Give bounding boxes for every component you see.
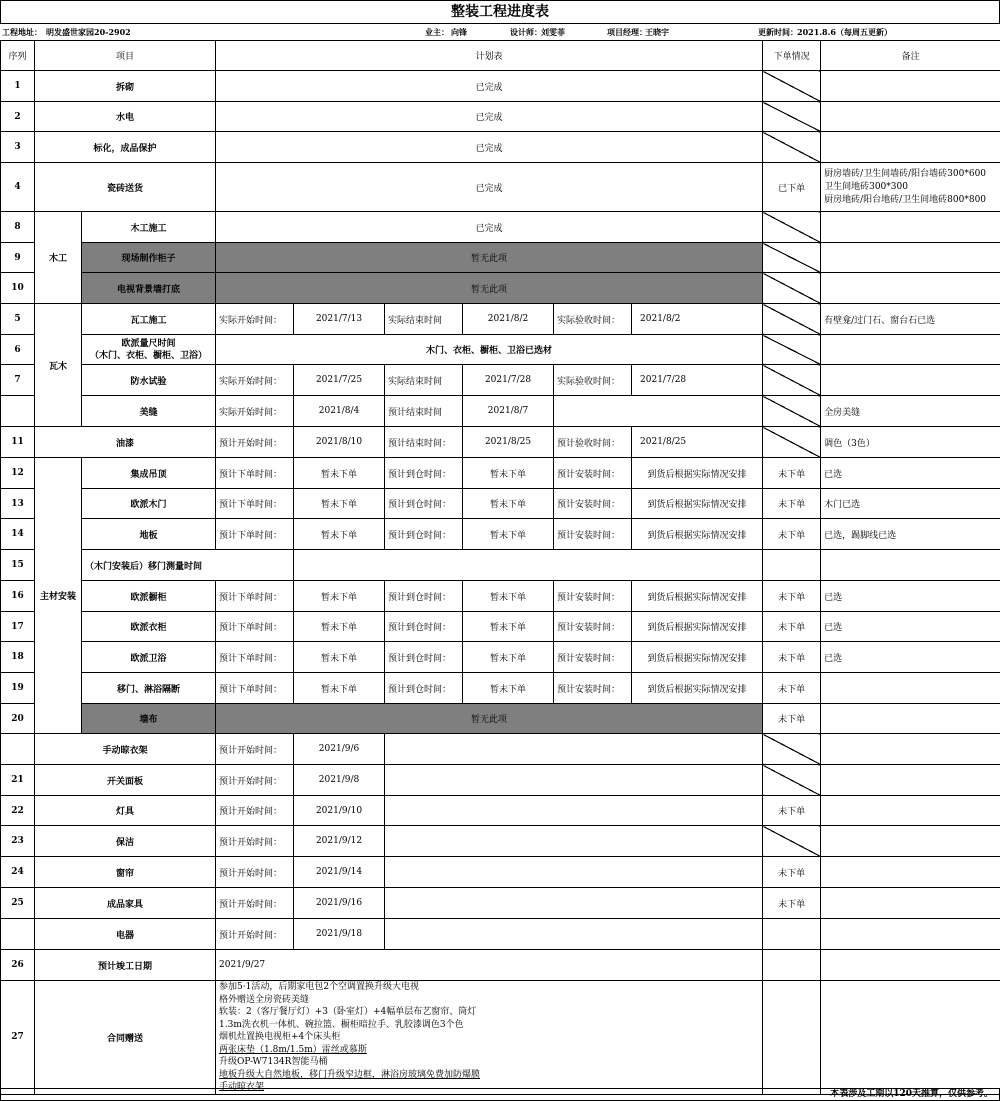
label-cell: 预计安装时间：: [554, 489, 632, 519]
seq-cell: 2: [1, 102, 35, 132]
seq-cell: 16: [1, 581, 35, 612]
remark-cell: [821, 796, 1000, 826]
label-cell: 预计安装时间：: [554, 581, 632, 612]
item-cell: 电视背景墙打底: [82, 273, 216, 304]
seq-cell: 3: [1, 132, 35, 163]
header-item: 项目: [35, 41, 216, 71]
label-cell: 预计下单时间：: [216, 489, 294, 519]
order-cell: 未下单: [763, 519, 821, 550]
seq-cell: 6: [1, 335, 35, 365]
seq-cell: 15: [1, 550, 35, 581]
label-cell: 预计下单时间：: [216, 458, 294, 489]
date-cell: 暂未下单: [463, 458, 554, 489]
empty-cell: [385, 826, 763, 857]
remark-line: 厨房地砖/阳台地砖/卫生间地砖800*800: [824, 194, 987, 205]
remark-cell: [821, 857, 1000, 888]
label-cell: 预计到仓时间：: [385, 581, 463, 612]
order-cell-empty: [763, 273, 821, 304]
item-cell: 移门、淋浴隔断: [82, 673, 216, 704]
remark-cell: 全房美缝: [821, 396, 1000, 427]
date-cell: 暂未下单: [463, 673, 554, 704]
empty-cell: [385, 857, 763, 888]
group-cell-wood: 木工: [35, 212, 82, 304]
item-cell: 墙布: [82, 704, 216, 734]
designer-label: 设计师：: [510, 27, 542, 37]
arrange-cell: 到货后根据实际情况安排: [632, 489, 763, 519]
arrange-cell: 到货后根据实际情况安排: [632, 642, 763, 673]
remark-cell: [821, 734, 1000, 765]
plan-cell: 已完成: [216, 212, 763, 243]
date-cell: 2021/8/2: [632, 304, 763, 335]
label-cell: 预计开始时间：: [216, 734, 294, 765]
table-row: [1, 919, 1000, 950]
order-cell-empty: [763, 102, 821, 132]
label-cell: 预计到仓时间：: [385, 458, 463, 489]
empty-cell: [554, 396, 763, 427]
arrange-cell: 到货后根据实际情况安排: [632, 581, 763, 612]
label-cell: 预计开始时间：: [216, 857, 294, 888]
seq-cell: 1: [1, 71, 35, 102]
table-row: [1, 212, 1000, 243]
date-cell: 暂未下单: [463, 519, 554, 550]
item-cell: 预计竣工日期: [35, 950, 216, 981]
label-cell: 实际验收时间：: [554, 365, 632, 396]
table-row: [1, 612, 1000, 642]
gift-line: 地板升级大自然地板，移门升级窄边框，淋浴房玻璃免费加防爆膜: [219, 1069, 481, 1080]
item-cell: 地板: [82, 519, 216, 550]
arrange-cell: 到货后根据实际情况安排: [632, 673, 763, 704]
remark-cell: 已选，踢脚线已选: [821, 519, 1000, 550]
order-cell: 未下单: [763, 489, 821, 519]
label-cell: 预计结束时间: [385, 396, 463, 427]
date-cell: 2021/9/18: [294, 919, 385, 950]
table-row: [1, 950, 1000, 981]
seq-cell: 20: [1, 704, 35, 734]
item-cell: 木工施工: [82, 212, 216, 243]
date-cell: 2021/8/25: [463, 427, 554, 458]
update-label: 更新时间：: [758, 27, 798, 37]
order-cell: 未下单: [763, 673, 821, 704]
seq-cell: 25: [1, 888, 35, 919]
seq-cell: 21: [1, 765, 35, 796]
item-cell: 瓷砖送货: [35, 163, 216, 212]
seq-cell: 22: [1, 796, 35, 826]
label-cell: 预计开始时间：: [216, 888, 294, 919]
remark-cell: [821, 704, 1000, 734]
table-row: [1, 581, 1000, 612]
date-cell: 暂未下单: [463, 642, 554, 673]
remark-cell: 调色（3色）: [821, 427, 1000, 458]
designer-value: 刘雯菲: [541, 27, 565, 37]
footer-note: 本表涉及工期以120天推算，仅供参考。: [0, 1088, 1000, 1101]
order-cell: 未下单: [763, 888, 821, 919]
order-cell-empty: [763, 212, 821, 243]
seq-cell: 17: [1, 612, 35, 642]
gift-line: 软装：2（客厅餐厅灯）+3（卧室灯）+4幅单层布艺窗帘、筒灯: [219, 1007, 477, 1017]
order-cell: 未下单: [763, 458, 821, 489]
group-cell-material: 主材安装: [35, 458, 82, 734]
order-cell: [763, 550, 821, 581]
order-cell-empty: [763, 365, 821, 396]
address-value: 明发盛世家园20-2902: [46, 27, 131, 37]
label-cell: 预计下单时间：: [216, 673, 294, 704]
header-row: [1, 41, 1000, 71]
date-cell: 2021/7/28: [463, 365, 554, 396]
order-cell: 未下单: [763, 642, 821, 673]
owner-label: 业主：: [425, 27, 449, 37]
table-row: [1, 796, 1000, 826]
date-cell: 2021/8/25: [632, 427, 763, 458]
remark-cell: [821, 365, 1000, 396]
remark-cell: 已选: [821, 612, 1000, 642]
seq-cell: 4: [1, 163, 35, 212]
remark-cell: 木门已选: [821, 489, 1000, 519]
item-cell: 成品家具: [35, 888, 216, 919]
item-cell: 开关面板: [35, 765, 216, 796]
item-cell: 防水试验: [82, 365, 216, 396]
gift-list: [216, 981, 763, 1095]
empty-cell: [385, 888, 763, 919]
label-cell: 实际开始时间：: [216, 304, 294, 335]
gift-line: 烟机灶置换电视柜+4个床头柜: [219, 1032, 341, 1042]
seq-cell: 19: [1, 673, 35, 704]
label-cell: 预计到仓时间：: [385, 489, 463, 519]
item-cell: 美缝: [82, 396, 216, 427]
table-row: [1, 734, 1000, 765]
remark-cell: [821, 888, 1000, 919]
date-cell: 2021/9/16: [294, 888, 385, 919]
remark-line: 厨房墙砖/卫生间墙砖/阳台墙砖300*600: [824, 168, 987, 179]
owner-value: 向锋: [451, 27, 467, 37]
item-cell: 欧派衣柜: [82, 612, 216, 642]
order-cell: 未下单: [763, 612, 821, 642]
item-cell: 保洁: [35, 826, 216, 857]
date-cell: 2021/9/8: [294, 765, 385, 796]
remark-cell: 已选: [821, 458, 1000, 489]
label-cell: 预计到仓时间：: [385, 642, 463, 673]
item-cell: （木门安装后）移门测量时间: [82, 550, 294, 581]
label-cell: 预计验收时间：: [554, 427, 632, 458]
label-cell: 预计到仓时间：: [385, 673, 463, 704]
table-row: [1, 981, 1000, 1095]
label-cell: 预计安装时间：: [554, 458, 632, 489]
table-row: [1, 132, 1000, 163]
table-row: [1, 765, 1000, 796]
gift-line: 格外赠送全房瓷砖美缝: [219, 994, 310, 1005]
seq-cell: [1, 734, 35, 765]
table-row: [1, 489, 1000, 519]
date-cell: 暂未下单: [463, 612, 554, 642]
date-cell: 暂未下单: [294, 519, 385, 550]
label-cell: 预计到仓时间：: [385, 519, 463, 550]
seq-cell: 18: [1, 642, 35, 673]
plan-cell: 暂无此项: [216, 704, 763, 734]
label-cell: 预计安装时间：: [554, 673, 632, 704]
plan-cell: 已完成: [216, 163, 763, 212]
label-cell: 实际开始时间：: [216, 365, 294, 396]
address-label: 工程地址：: [2, 27, 42, 37]
seq-cell: 14: [1, 519, 35, 550]
plan-cell: 已完成: [216, 132, 763, 163]
empty-cell: [385, 734, 763, 765]
order-cell: 未下单: [763, 796, 821, 826]
seq-cell: 10: [1, 273, 35, 304]
label-cell: 实际结束时间: [385, 365, 463, 396]
date-cell: 2021/8/7: [463, 396, 554, 427]
plan-cell: 已完成: [216, 71, 763, 102]
item-line: 欧派量尺时间: [121, 338, 176, 349]
empty-cell: [385, 765, 763, 796]
label-cell: 预计安装时间：: [554, 519, 632, 550]
table-row: [1, 243, 1000, 273]
remark-cell: [821, 212, 1000, 243]
remark-cell: [821, 981, 1000, 1095]
date-cell: 2021/8/10: [294, 427, 385, 458]
date-cell: 暂未下单: [294, 642, 385, 673]
sheet-title: 整装工程进度表: [0, 0, 1000, 24]
date-cell: 2021/8/4: [294, 396, 385, 427]
gift-line: 参加5·1活动，后期家电包2个空调置换升级大电视: [219, 982, 420, 992]
item-cell: 欧派橱柜: [82, 581, 216, 612]
seq-cell: [1, 919, 35, 950]
remark-cell: [821, 919, 1000, 950]
item-cell: 合同赠送: [35, 981, 216, 1095]
table-row: [1, 519, 1000, 550]
header-remark: 备注: [821, 41, 1000, 71]
manager-value: 王晓宇: [645, 27, 669, 37]
date-cell: 暂未下单: [294, 612, 385, 642]
date-cell: 2021/8/2: [463, 304, 554, 335]
table-row: [1, 888, 1000, 919]
remark-cell: [821, 243, 1000, 273]
remark-cell: [821, 71, 1000, 102]
table-row: [1, 304, 1000, 335]
label-cell: 预计下单时间：: [216, 642, 294, 673]
label-cell: 预计到仓时间：: [385, 612, 463, 642]
order-cell: 未下单: [763, 704, 821, 734]
empty-cell: [385, 796, 763, 826]
seq-cell: 7: [1, 365, 35, 396]
progress-table: [0, 40, 1000, 1095]
item-cell: 瓦工施工: [82, 304, 216, 335]
seq-cell: 12: [1, 458, 35, 489]
order-cell-empty: [763, 132, 821, 163]
date-cell: 2021/7/28: [632, 365, 763, 396]
table-row: [1, 458, 1000, 489]
order-cell-empty: [763, 765, 821, 796]
table-row: [1, 163, 1000, 212]
order-cell-empty: [763, 71, 821, 102]
label-cell: 预计结束时间：: [385, 427, 463, 458]
group-cell-tile: 瓦木: [35, 304, 82, 427]
item-cell: 集成吊顶: [82, 458, 216, 489]
item-cell: 窗帘: [35, 857, 216, 888]
gift-line: 1.3m洗衣机一体机、碗拉篮、橱柜暗拉手、乳胶漆调色3个色: [219, 1019, 464, 1030]
order-cell: 未下单: [763, 857, 821, 888]
arrange-cell: 到货后根据实际情况安排: [632, 612, 763, 642]
label-cell: 预计开始时间：: [216, 796, 294, 826]
order-cell: [763, 950, 821, 981]
date-cell: 2021/7/25: [294, 365, 385, 396]
remark-cell: [821, 826, 1000, 857]
label-cell: 预计开始时间：: [216, 826, 294, 857]
item-line: （木门、衣柜、橱柜、卫浴）: [90, 350, 208, 361]
table-row: [1, 642, 1000, 673]
item-cell: 拆砌: [35, 71, 216, 102]
order-cell-empty: [763, 243, 821, 273]
remark-cell: [821, 273, 1000, 304]
remark-cell: 已选: [821, 642, 1000, 673]
table-row: [1, 396, 1000, 427]
table-row: [1, 857, 1000, 888]
order-cell: 未下单: [763, 581, 821, 612]
plan-cell: 已完成: [216, 102, 763, 132]
seq-cell: 9: [1, 243, 35, 273]
remark-cell: 有壁龛/过门石、窗台石已选: [821, 304, 1000, 335]
remark-line: 卫生间地砖300*300: [824, 181, 908, 192]
item-cell: 油漆: [35, 427, 216, 458]
item-cell: 电器: [35, 919, 216, 950]
seq-cell: 23: [1, 826, 35, 857]
item-cell: 灯具: [35, 796, 216, 826]
seq-cell: 24: [1, 857, 35, 888]
item-cell: 欧派木门: [82, 489, 216, 519]
table-row: [1, 673, 1000, 704]
seq-cell: 8: [1, 212, 35, 243]
item-cell: 水电: [35, 102, 216, 132]
empty-cell: [385, 919, 763, 950]
label-cell: 实际结束时间: [385, 304, 463, 335]
date-cell: 2021/9/10: [294, 796, 385, 826]
label-cell: 预计开始时间：: [216, 765, 294, 796]
header-seq: 序列: [1, 41, 35, 71]
seq-cell: 11: [1, 427, 35, 458]
header-order: 下单情况: [763, 41, 821, 71]
order-cell: [763, 919, 821, 950]
date-cell: 2021/7/13: [294, 304, 385, 335]
label-cell: 预计下单时间：: [216, 581, 294, 612]
table-row: [1, 826, 1000, 857]
plan-cell: 2021/9/27: [216, 950, 763, 981]
date-cell: 2021/9/6: [294, 734, 385, 765]
seq-cell: [1, 396, 35, 427]
item-cell: 现场制作柜子: [82, 243, 216, 273]
empty-cell: [294, 550, 763, 581]
label-cell: 预计开始时间：: [216, 427, 294, 458]
date-cell: 2021/9/14: [294, 857, 385, 888]
date-cell: 暂未下单: [463, 581, 554, 612]
order-cell: [763, 981, 821, 1095]
remark-cell: [821, 335, 1000, 365]
order-cell-empty: [763, 335, 821, 365]
order-cell-empty: [763, 734, 821, 765]
table-row: [1, 273, 1000, 304]
remark-cell: [821, 950, 1000, 981]
table-row: [1, 335, 1000, 365]
date-cell: 2021/9/12: [294, 826, 385, 857]
seq-cell: 26: [1, 950, 35, 981]
plan-cell: 暂无此项: [216, 243, 763, 273]
table-row: [1, 102, 1000, 132]
date-cell: 暂未下单: [294, 581, 385, 612]
item-cell: 标化，成品保护: [35, 132, 216, 163]
remark-cell: [821, 163, 1000, 212]
label-cell: 预计下单时间：: [216, 519, 294, 550]
order-cell-empty: [763, 826, 821, 857]
item-cell: 欧派卫浴: [82, 642, 216, 673]
seq-cell: 27: [1, 981, 35, 1095]
order-cell-empty: [763, 427, 821, 458]
table-row: [1, 71, 1000, 102]
remark-cell: 已选: [821, 581, 1000, 612]
plan-cell: 木门、衣柜、橱柜、卫浴已选材: [216, 335, 763, 365]
table-row: [1, 550, 1000, 581]
remark-cell: [821, 132, 1000, 163]
date-cell: 暂未下单: [463, 489, 554, 519]
order-cell-empty: [763, 304, 821, 335]
table-row: [1, 704, 1000, 734]
manager-label: 项目经理：: [607, 27, 647, 37]
label-cell: 实际开始时间：: [216, 396, 294, 427]
gift-line: 手动晾衣架: [219, 1082, 265, 1092]
label-cell: 预计开始时间：: [216, 919, 294, 950]
remark-cell: [821, 765, 1000, 796]
order-cell-empty: [763, 396, 821, 427]
item-cell: 手动晾衣架: [35, 734, 216, 765]
remark-cell: [821, 673, 1000, 704]
label-cell: 预计下单时间：: [216, 612, 294, 642]
plan-cell: 暂无此项: [216, 273, 763, 304]
date-cell: 暂未下单: [294, 673, 385, 704]
order-cell: 已下单: [763, 163, 821, 212]
update-value: 2021.8.6（每周五更新）: [797, 27, 892, 37]
remark-cell: [821, 102, 1000, 132]
item-cell: [82, 335, 216, 365]
label-cell: 预计安装时间：: [554, 612, 632, 642]
header-plan: 计划表: [216, 41, 763, 71]
gift-line: 升级OP-W7134R智能马桶: [219, 1057, 328, 1067]
table-row: [1, 365, 1000, 396]
arrange-cell: 到货后根据实际情况安排: [632, 519, 763, 550]
date-cell: 暂未下单: [294, 458, 385, 489]
gift-line: 两张床垫（1.8m/1.5m）雷丝或慕斯: [219, 1044, 367, 1055]
date-cell: 暂未下单: [294, 489, 385, 519]
arrange-cell: 到货后根据实际情况安排: [632, 458, 763, 489]
seq-cell: 5: [1, 304, 35, 335]
table-row: [1, 427, 1000, 458]
seq-cell: 13: [1, 489, 35, 519]
label-cell: 预计安装时间：: [554, 642, 632, 673]
remark-cell: [821, 550, 1000, 581]
label-cell: 实际验收时间：: [554, 304, 632, 335]
